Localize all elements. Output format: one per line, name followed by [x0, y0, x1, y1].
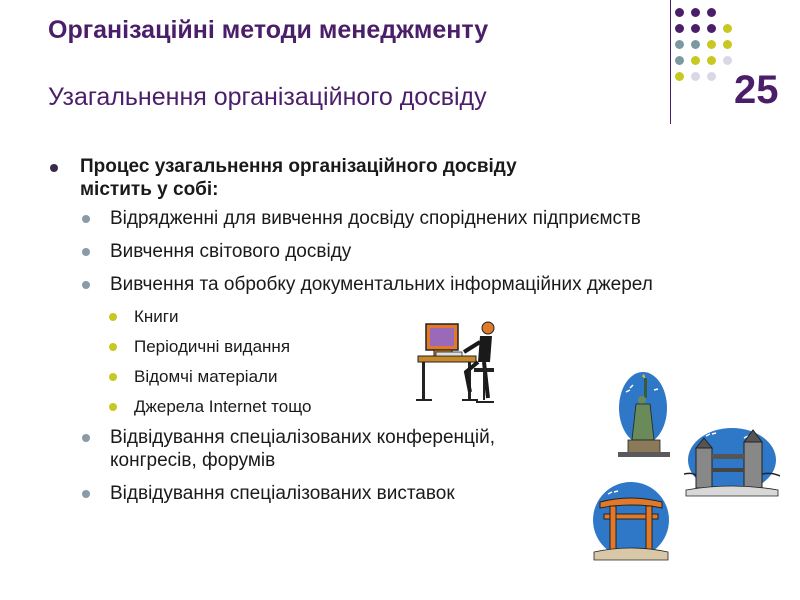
- main-bullet: [46, 155, 746, 201]
- list-item: Відрядженні для вивчення досвіду споріднених підприємств: [46, 207, 746, 230]
- list-item: Вивчення світового досвіду: [46, 240, 746, 263]
- slide-subtitle: Узагальнення організаційного досвіду: [48, 83, 487, 111]
- header-divider: [670, 0, 671, 124]
- decorative-dot: [691, 24, 700, 33]
- decorative-dot: [707, 24, 716, 33]
- decorative-dot: [675, 8, 684, 17]
- decorative-dot: [707, 40, 716, 49]
- decorative-dot: [691, 56, 700, 65]
- decorative-dot: [675, 40, 684, 49]
- decorative-dot: [723, 24, 732, 33]
- decorative-dot: [675, 24, 684, 33]
- list-item-line1: Відвідування спеціалізованих виставок: [110, 483, 455, 504]
- tower-bridge-image: [684, 424, 780, 500]
- sub-list-item: Відомчі матеріали: [46, 366, 746, 387]
- decorative-dot: [691, 8, 700, 17]
- decorative-dot: [707, 56, 716, 65]
- main-bullet-line1: Процес узагальнення організаційного досвіду: [80, 156, 517, 177]
- slide-title: Організаційні методи менеджменту: [48, 16, 489, 44]
- list-item-line1: Відвідування спеціалізованих конференцій,: [110, 427, 496, 448]
- main-bullet-line2: містить у собі:: [80, 179, 219, 200]
- decorative-dot: [691, 72, 700, 81]
- sub-list-item: Джерела Internet тощо: [46, 396, 746, 417]
- bullet-list: [46, 155, 746, 515]
- computer-user-image: [414, 318, 504, 406]
- decorative-dot: [691, 40, 700, 49]
- decorative-dot: [723, 56, 732, 65]
- list-item: Вивчення та обробку документальних інформаційних джерел: [46, 273, 746, 296]
- decorative-dot: [675, 56, 684, 65]
- slide-number: 25: [734, 68, 779, 112]
- sub-list-item: Книги: [46, 306, 746, 327]
- decorative-dot: [723, 40, 732, 49]
- decorative-dot: [707, 8, 716, 17]
- list-item-line2: конгресів, форумів: [110, 450, 276, 471]
- statue-of-liberty-image: [612, 370, 674, 458]
- decorative-dot: [707, 72, 716, 81]
- sub-list-item: Періодичні видання: [46, 336, 746, 357]
- torii-gate-image: [590, 480, 672, 566]
- decorative-dot: [675, 72, 684, 81]
